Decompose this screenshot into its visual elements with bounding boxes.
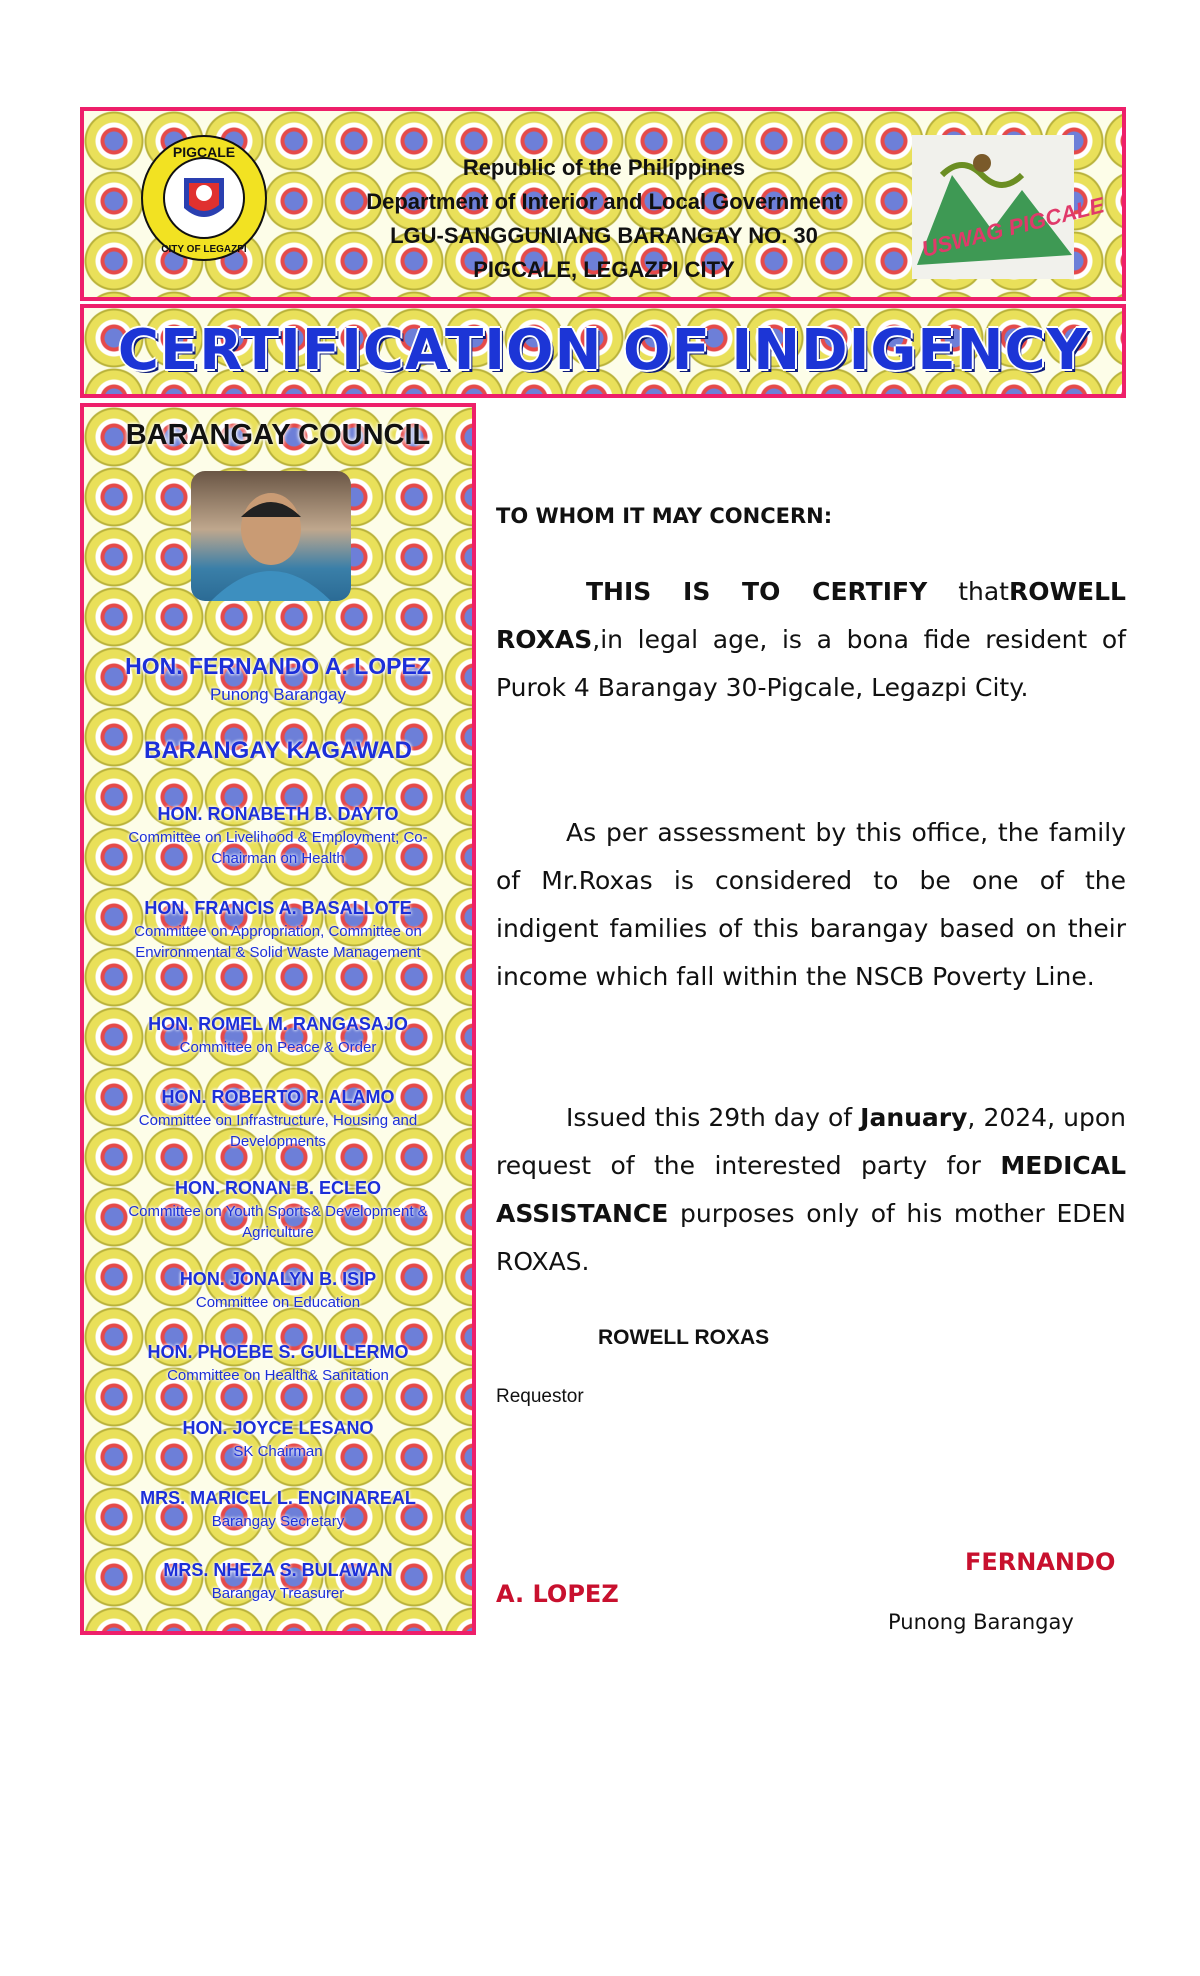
svg-text:PIGCALE: PIGCALE (172, 144, 236, 160)
member-role: Committee on Appropriation, Committee on Environmental & Solid Waste Management (134, 923, 422, 961)
header-republic: Republic of the Philippines (462, 155, 746, 180)
header-department: Department of Interior and Local Government (366, 189, 842, 214)
issued-c: purposes only of his mother EDEN ROXAS. (496, 1199, 1126, 1276)
svg-text:USWAG PIGCALE: USWAG PIGCALE (919, 192, 1107, 262)
header-lgu: LGU-SANGGUNIANG BARANGAY NO. 30 (390, 223, 818, 248)
certify-phrase: THIS IS TO CERTIFY (586, 577, 928, 606)
issued-purpose: MEDICAL ASSISTANCE (496, 1151, 1126, 1228)
member-role: Committee on Infrastructure, Housing and Developments (138, 1112, 418, 1150)
issued-b: , 2024, upon request of the interested party for (496, 1103, 1126, 1180)
svg-text:CITY OF LEGAZPI: CITY OF LEGAZPI (161, 244, 247, 255)
member-name: HON. RONAN B. ECLEO (174, 1178, 381, 1198)
member-name: MRS. MARICEL L. ENCINAREAL (140, 1488, 416, 1508)
paragraph-assessment: As per assessment by this office, the family of Mr.Roxas is considered to be one of the indigent families of this barangay based on their income which fall within the NSCB Poverty Line. (496, 818, 1126, 991)
member-role: Barangay Secretary (211, 1513, 345, 1530)
kagawad-heading: BARANGAY KAGAWAD (143, 737, 413, 764)
resident-name: ROWELL ROXAS (496, 577, 1126, 654)
uswag-pigcale-logo-icon (912, 135, 1107, 279)
certify-rest: ,in legal age, is a bona fide resident of Purok 4 Barangay 30-Pigcale, Legazpi City. (496, 625, 1126, 702)
signatory-last-name: A. LOPEZ (496, 1580, 619, 1608)
member-name: HON. RONABETH B. DAYTO (157, 804, 399, 824)
portrait-icon (191, 471, 351, 601)
header-city: PIGCALE, LEGAZPI CITY (473, 257, 735, 282)
member-role: Committee on Peace & Order (179, 1039, 377, 1056)
signatory-first-name: FERNANDO (965, 1548, 1116, 1576)
letterhead (80, 107, 1126, 301)
council-sidebar (80, 403, 476, 1635)
issued-a: Issued this 29th day of (566, 1103, 861, 1132)
member-name: HON. FRANCIS A. BASALLOTE (144, 898, 412, 918)
document-title: CERTIFICATION OF INDIGENCY (117, 318, 1089, 383)
paragraph-issued (496, 1094, 1126, 1286)
member-role: Committee on Youth Sports& Development & Agriculture (128, 1203, 428, 1241)
certify-that: that (958, 577, 1009, 606)
requestor-label: Requestor (496, 1386, 584, 1407)
requestor-name: ROWELL ROXAS (598, 1326, 770, 1349)
captain-role: Punong Barangay (209, 685, 347, 704)
issued-month: January (860, 1103, 968, 1132)
council-heading: BARANGAY COUNCIL (125, 419, 431, 451)
member-name: HON. PHOEBE S. GUILLERMO (147, 1342, 409, 1362)
member-role: SK Chairman (233, 1443, 323, 1460)
pigcale-seal-icon (139, 133, 269, 263)
member-name: MRS. NHEZA S. BULAWAN (163, 1560, 393, 1580)
member-name: HON. ROMEL M. RANGASAJO (148, 1014, 408, 1034)
member-name: HON. JOYCE LESANO (182, 1418, 374, 1438)
member-role: Committee on Education (195, 1294, 361, 1311)
captain-name: HON. FERNANDO A. LOPEZ (125, 653, 431, 679)
member-role: Barangay Treasurer (211, 1585, 345, 1602)
punong-barangay-photo (191, 471, 351, 601)
member-role: Committee on Health& Sanitation (167, 1367, 389, 1384)
member-name: HON. JONALYN B. ISIP (179, 1269, 377, 1289)
title-banner (80, 304, 1126, 398)
salutation: TO WHOM IT MAY CONCERN: (496, 504, 833, 528)
member-role: Committee on Livelihood & Employment; Co-Chairman on Health (128, 829, 428, 867)
signatory-title: Punong Barangay (888, 1610, 1074, 1634)
member-name: HON. ROBERTO R. ALAMO (161, 1087, 395, 1107)
paragraph-certify (496, 568, 1126, 712)
